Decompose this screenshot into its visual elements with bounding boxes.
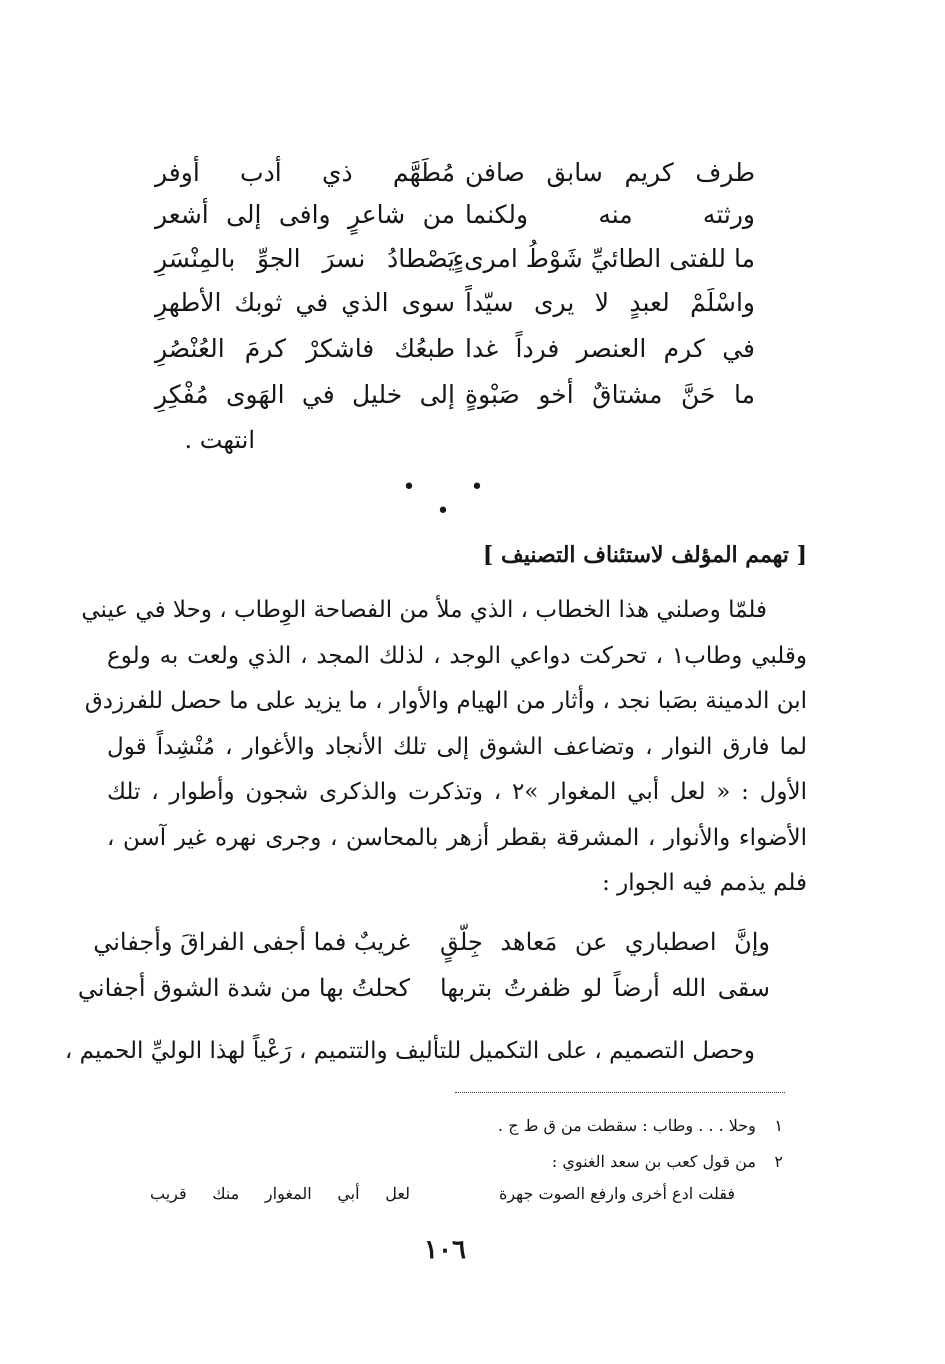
closing-line: وحصل التصميم ، على التكميل للتأليف والتتميم ، رَعْياً لهذا الوليِّ الحميم ، (64, 1038, 755, 1064)
hemistich-right: ورثته منه ولكنما (465, 200, 755, 229)
footnote (552, 1148, 783, 1176)
footnote-number: ١ (774, 1116, 783, 1135)
hemistich-right: ما حَنَّ مشتاقٌ أخو صَبْوةٍ (465, 380, 755, 409)
footnote (498, 1112, 783, 1140)
hemistich-left: إلى خليل في الهَوى مُفْكِرِ (155, 380, 455, 409)
hemistich-left: طبعُك فاشكرْ كرمَ العُنْصُرِ (155, 334, 455, 363)
hemistich-right: ما للفتى الطائيِّ شَوْطُ امرىءٍ (452, 244, 755, 273)
footnote-number: ٢ (774, 1152, 783, 1171)
footnote-divider (455, 1092, 785, 1093)
hemistich-right: وإنَّ اصطباري عن مَعاهد جِلّقٍ (440, 928, 770, 956)
page-number: ١٠٦ (424, 1235, 466, 1265)
prose-line: فلم يذمم فيه الجوار : (602, 870, 807, 896)
verse-line (155, 150, 755, 196)
hemistich-left: لعل أبي المغوار منك قريب (150, 1184, 410, 1203)
prose-line: الأضواء والأنوار ، المشرقة بقطر أزهر بالمحاسن ، وجرى نهره غير آسن ، (107, 824, 807, 851)
hemistich-right: في كرم العنصر فرداً غدا (465, 334, 755, 363)
hemistich-left: كحلتُ بها من شدة الشوق أجفاني (77, 974, 410, 1002)
prose-paragraph (81, 588, 807, 907)
verse-line (155, 236, 755, 282)
hemistich-right: سقى الله أرضاً لو ظفرتُ بتربها (440, 974, 770, 1002)
verse-line (155, 192, 755, 238)
prose-line: ابن الدمينة بصَبا نجد ، وأثار من الهيام والأوار ، ما يزيد على ما حصل للفرزدق (84, 688, 807, 714)
hemistich-right: فقلت ادع أخرى وارفع الصوت جهرة (498, 1184, 735, 1203)
verse-line (77, 964, 770, 1012)
verse-line (155, 372, 755, 418)
footnote-text: من قول كعب بن سعد الغنوي : (551, 1152, 756, 1171)
prose-line: الأول : « لعل أبي المغوار »٢ ، وتذكرت والذكرى شجون وأطوار ، تلك (107, 779, 807, 805)
verse-line (155, 326, 755, 372)
hemistich-left: من شاعرٍ وافى إلى أشعر (155, 200, 455, 229)
hemistich-left: غريبٌ فما أجفى الفراقَ وأجفاني (93, 928, 410, 956)
prose-line: لما فارق النوار ، وتضاعف الشوق إلى تلك الأنجاد والأغوار ، مُنْشِداً قول (107, 733, 807, 760)
end-mark: انتهت . (184, 426, 255, 454)
hemistich-left: سوى الذي في ثوبك الأطهرِ (155, 288, 455, 317)
footnote-verse (150, 1180, 735, 1208)
hemistich-right: طرف كريم سابق صافن (465, 158, 755, 187)
prose-line: فلمّا وصلني هذا الخطاب ، الذي ملأ من الفصاحة الوِطاب ، وحلا في عيني (81, 597, 767, 623)
hemistich-left: مُطَهَّم ذي أدب أوفر (155, 158, 455, 187)
verse-line (155, 280, 755, 326)
section-heading: [ تهمم المؤلف لاستئناف التصنيف ] (482, 542, 807, 568)
footnote-text: وحلا . . . وطاب : سقطت من ق ط ج . (498, 1116, 756, 1135)
verse-line (93, 918, 770, 966)
prose-line: وقلبي وطاب١ ، تحركت دواعي الوجد ، لذلك المجد ، الذي ولعت به ولوع (107, 642, 807, 669)
hemistich-right: واسْلَمْ لعبدٍ لا يرى سيّداً (465, 288, 755, 317)
section-separator: • • • (402, 475, 508, 524)
hemistich-left: يَصْطادُ نسرَ الجوِّ بالمِنْسَرِ (155, 244, 455, 273)
